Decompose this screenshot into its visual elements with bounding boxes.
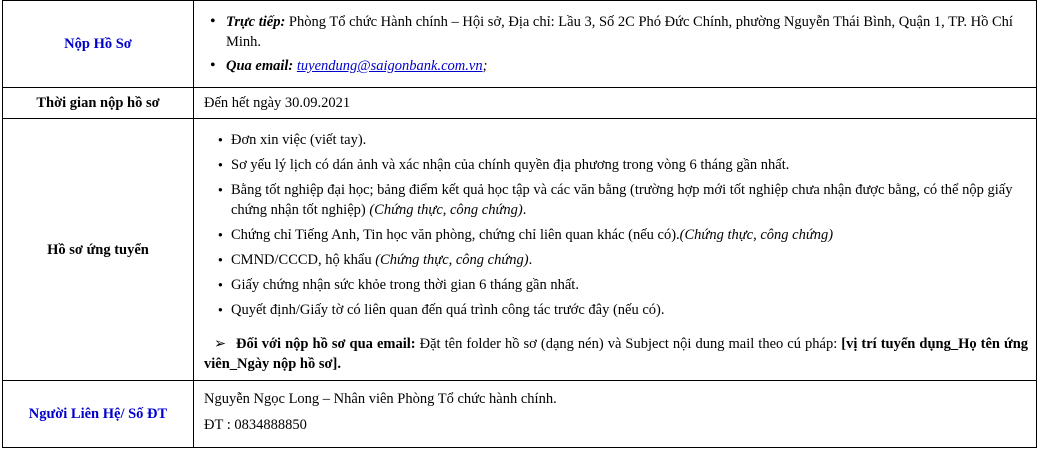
doc-item-text: CMND/CCCD, hộ khẩu — [231, 251, 376, 268]
submit-direct-item — [204, 12, 1028, 52]
row-documents — [3, 119, 1037, 381]
note-bold: Đối với nộp hồ sơ qua email: — [236, 335, 416, 352]
submit-email-item — [204, 56, 1028, 76]
contact-name: Nguyễn Ngọc Long – Nhân viên Phòng Tổ chức hành chính. — [204, 391, 557, 407]
email-link[interactable]: tuyendung@saigonbank.com.vn — [296, 58, 483, 74]
submit-methods-list — [204, 12, 1028, 76]
label-submit: Nộp Hồ Sơ — [3, 1, 194, 88]
doc-item-note: (Chứng thực, công chứng) — [679, 226, 834, 243]
documents-content — [194, 119, 1037, 381]
doc-item-end: . — [522, 201, 527, 218]
doc-item — [218, 180, 1028, 220]
recruitment-info-table — [2, 0, 1037, 448]
row-contact — [3, 381, 1037, 448]
doc-item-end: . — [528, 251, 533, 268]
email-suffix: ; — [482, 58, 488, 74]
doc-item: ● Đơn xin việc (viết tay). — [218, 130, 1028, 150]
arrow-icon: ➢ — [214, 335, 227, 352]
row-submit — [3, 1, 1037, 88]
note-text: Đặt tên folder hồ sơ (dạng nén) và Subject nội dung mail theo cú pháp: — [415, 335, 842, 352]
direct-label: Trực tiếp: — [226, 14, 286, 30]
submit-content — [194, 1, 1037, 88]
email-submission-note — [204, 334, 1028, 374]
contact-content — [194, 381, 1037, 448]
doc-item: ● Giấy chứng nhận sức khỏe trong thời gian 6 tháng gần nhất. — [218, 275, 1028, 295]
doc-item-text: Bằng tốt nghiệp đại học; bảng điểm kết quả học tập và các văn bằng (trường hợp mới tốt nghiệp chưa nhận được bằng, có thể nộp giấy chứng nhận tốt nghiệp) — [231, 181, 1013, 218]
direct-text: Phòng Tổ chức Hành chính – Hội sở, Địa chỉ: Lầu 3, Số 2C Phó Đức Chính, phường Nguyễn Thái Bình, Quận 1, TP. Hồ Chí Minh. — [226, 14, 1013, 50]
documents-list — [218, 130, 1028, 320]
deadline-value: Đến hết ngày 30.09.2021 — [194, 88, 1037, 119]
doc-item: ● Quyết định/Giấy tờ có liên quan đến quá trình công tác trước đây (nếu có). — [218, 300, 1028, 320]
label-deadline: Thời gian nộp hồ sơ — [3, 88, 194, 119]
label-contact: Người Liên Hệ/ Số ĐT — [3, 381, 194, 448]
doc-item-note: (Chứng thực, công chứng) — [375, 251, 529, 268]
doc-item-note: (Chứng thực, công chứng) — [369, 201, 523, 218]
doc-item — [218, 225, 1028, 245]
doc-item: ● Sơ yếu lý lịch có dán ảnh và xác nhận của chính quyền địa phương trong vòng 6 tháng gần nhất. — [218, 155, 1028, 175]
row-deadline — [3, 88, 1037, 119]
contact-phone: ĐT : 0834888850 — [204, 417, 307, 433]
doc-item-text: Chứng chỉ Tiếng Anh, Tin học văn phòng, chứng chỉ liên quan khác (nếu có). — [231, 226, 680, 243]
email-label: Qua email: — [226, 58, 294, 74]
doc-item — [218, 250, 1028, 270]
label-documents: Hồ sơ ứng tuyển — [3, 119, 194, 381]
note-format: [vị trí tuyển dụng_Họ tên ứng viên_Ngày nộp hồ sơ]. — [204, 335, 1029, 372]
